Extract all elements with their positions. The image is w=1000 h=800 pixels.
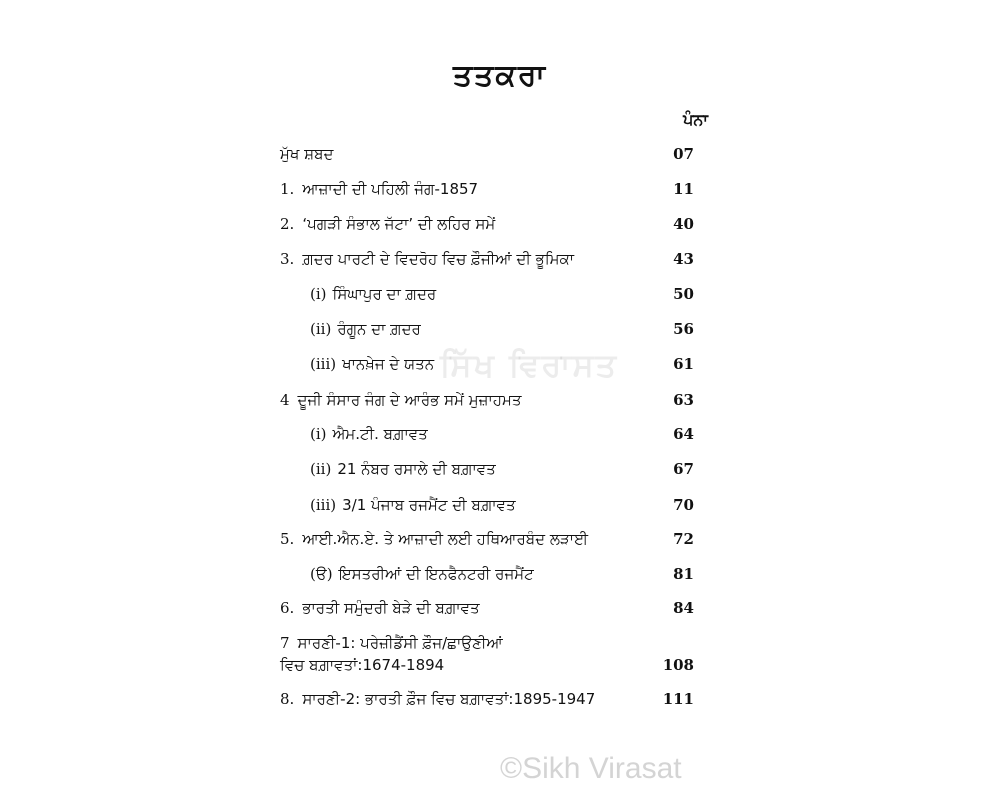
toc-entry-page: 111 <box>662 690 694 708</box>
toc-entry-text: ਦੂਜੀ ਸੰਸਾਰ ਜੰਗ ਦੇ ਆਰੰਭ ਸਮੇਂ ਮੁਜ਼ਾਹਮਤ <box>297 391 522 409</box>
toc-entry-page: 67 <box>673 460 694 478</box>
watermark-copyright: ©Sikh Virasat <box>500 752 682 785</box>
toc-entry-text: 3/1 ਪੰਜਾਬ ਰਜਮੈਂਟ ਦੀ ਬਗ਼ਾਵਤ <box>342 496 516 514</box>
toc-entry-subnumber: (i) <box>310 425 327 443</box>
toc-entry-page: 81 <box>673 565 694 583</box>
toc-entry-text: ਸਿੰਘਾਪੁਰ ਦਾ ਗ਼ਦਰ <box>332 285 437 303</box>
toc-entry-page: 70 <box>673 496 694 514</box>
toc-entry-page: 108 <box>662 656 694 674</box>
toc-entry-subnumber: (i) <box>310 285 327 303</box>
toc-entry-number: 4 <box>280 391 290 409</box>
toc-entry-subnumber: (iii) <box>310 496 337 514</box>
toc-entry-page: 61 <box>673 355 694 373</box>
toc-entry-label <box>310 283 436 305</box>
toc-entry-page: 07 <box>673 145 694 163</box>
toc-entry-page: 64 <box>673 425 694 443</box>
toc-entry-text: ਖਾਨਖ਼ੇਜ ਦੇ ਯਤਨ <box>342 355 435 373</box>
toc-entry-page: 11 <box>673 180 694 198</box>
toc-entry-label <box>280 143 333 165</box>
toc-entry-page: 72 <box>673 530 694 548</box>
toc-entry-text: ਮੁੱਖ ਸ਼ਬਦ <box>280 145 334 163</box>
toc-entry-label <box>280 178 478 200</box>
toc-entry-label <box>310 563 534 585</box>
toc-entry-text: ‘ਪਗੜੀ ਸੰਭਾਲ ਜੱਟਾ’ ਦੀ ਲਹਿਰ ਸਮੇਂ <box>302 215 496 233</box>
toc-entry-label <box>310 494 516 516</box>
toc-entry-subnumber: (ii) <box>310 460 332 478</box>
toc-entry-page: 56 <box>673 320 694 338</box>
toc-entry-number: 7 <box>280 634 290 652</box>
page-title: ਤਤਕਰਾ <box>452 58 548 93</box>
toc-entry-text: ਆਜ਼ਾਦੀ ਦੀ ਪਹਿਲੀ ਜੰਗ-1857 <box>302 180 479 198</box>
toc-entry-text: ਐਮ.ਟੀ. ਬਗ਼ਾਵਤ <box>332 425 428 443</box>
toc-entry-number: 6. <box>280 599 295 617</box>
toc-entry-text-line2: ਵਿਚ ਬਗ਼ਾਵਤਾਂ:1674-1894 <box>280 656 445 674</box>
toc-entry-text: ਆਈ.ਐਨ.ਏ. ਤੇ ਆਜ਼ਾਦੀ ਲਈ ਹਥਿਆਰਬੰਦ ਲੜਾਈ <box>302 530 589 548</box>
toc-entry-text: ਰੰਗੂਨ ਦਾ ਗ਼ਦਰ <box>337 320 421 338</box>
toc-entry-subnumber: (ii) <box>310 320 332 338</box>
toc-entry-number: 2. <box>280 215 295 233</box>
toc-entry-text: ਸਾਰਣੀ-1: ਪਰੇਜ਼ੀਡੈਂਸੀ ਫ਼ੌਜ/ਛਾਉਣੀਆਂ <box>297 634 503 652</box>
toc-entry-page: 63 <box>673 391 694 409</box>
toc-entry-label <box>280 213 495 235</box>
toc-entry-number: 1. <box>280 180 295 198</box>
toc-entry-label <box>280 389 521 411</box>
toc-entry-number: 5. <box>280 530 295 548</box>
toc-entry-page: 40 <box>673 215 694 233</box>
toc-entry-label <box>280 632 503 676</box>
toc-entry-label <box>310 423 428 445</box>
toc-entry-text: ਇਸਤਰੀਆਂ ਦੀ ਇਨਫੈਨਟਰੀ ਰਜਮੈਂਟ <box>338 565 534 583</box>
toc-entry-text: ਭਾਰਤੀ ਸਮੁੰਦਰੀ ਬੇੜੇ ਦੀ ਬਗ਼ਾਵਤ <box>302 599 480 617</box>
toc-entry-label <box>280 528 588 550</box>
toc-entry-text: ਗ਼ਦਰ ਪਾਰਟੀ ਦੇ ਵਿਦਰੋਹ ਵਿਚ ਫ਼ੌਜੀਆਂ ਦੀ ਭੂਮਿਕਾ <box>302 250 575 268</box>
toc-entry-label <box>280 248 574 270</box>
toc-entry-label <box>310 353 434 375</box>
toc-entry-page: 43 <box>673 250 694 268</box>
toc-entry-subnumber: (ੳ) <box>310 565 333 583</box>
toc-entry-label <box>310 318 421 340</box>
toc-entry-text: 21 ਨੰਬਰ ਰਸਾਲੇ ਦੀ ਬਗ਼ਾਵਤ <box>337 460 496 478</box>
toc-entry-page: 84 <box>673 599 694 617</box>
toc-entry-number: 8. <box>280 690 295 708</box>
watermark-center: ਸਿੱਖ ਵਿਰਾਸਤ <box>440 346 619 384</box>
page-column-header: ਪੰਨਾ <box>683 110 708 129</box>
toc-entry-number: 3. <box>280 250 295 268</box>
toc-entry-label <box>280 688 595 710</box>
toc-entry-text: ਸਾਰਣੀ-2: ਭਾਰਤੀ ਫ਼ੌਜ ਵਿਚ ਬਗ਼ਾਵਤਾਂ:1895-1947 <box>302 690 596 708</box>
toc-entry-label <box>310 458 496 480</box>
toc-entry-label <box>280 597 480 619</box>
toc-entry-page: 50 <box>673 285 694 303</box>
toc-entry-subnumber: (iii) <box>310 355 337 373</box>
